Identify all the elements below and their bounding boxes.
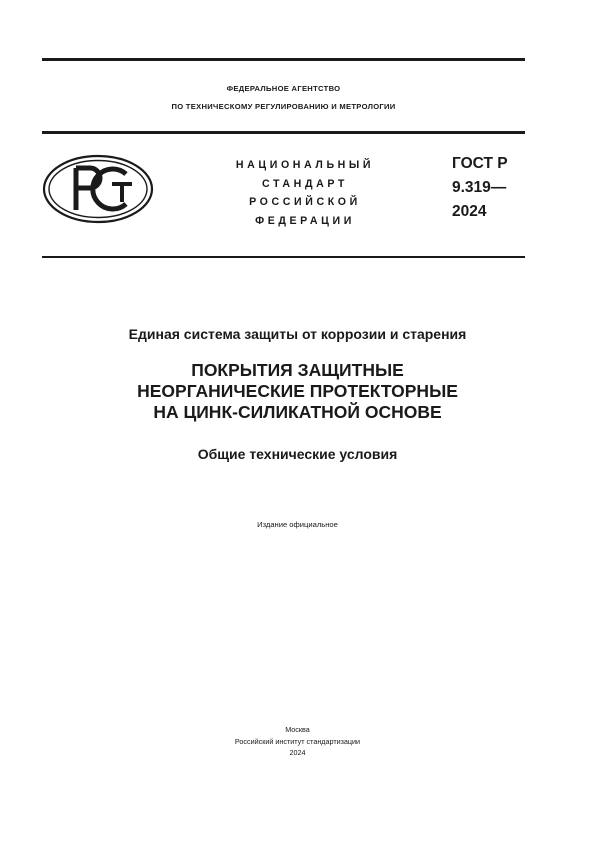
standard-line-3: РОССИЙСКОЙ: [249, 196, 361, 208]
publication-city: Москва: [285, 725, 310, 734]
publication-year: 2024: [289, 748, 306, 757]
gost-line-3: 2024: [452, 203, 487, 220]
title-line-2: НЕОРГАНИЧЕСКИЕ ПРОТЕКТОРНЫЕ: [137, 381, 458, 401]
gost-line-1: ГОСТ Р: [452, 155, 508, 172]
publisher-name: Российский институт стандартизации: [234, 736, 361, 746]
title-line-1: ПОКРЫТИЯ ЗАЩИТНЫЕ: [191, 360, 404, 380]
agency-name-line2: ПО ТЕХНИЧЕСКОМУ РЕГУЛИРОВАНИЮ И МЕТРОЛОГИИ: [171, 102, 396, 111]
standard-line-1: НАЦИОНАЛЬНЫЙ: [235, 159, 375, 171]
edition-note: Издание официальное: [257, 520, 338, 529]
header-rule: [42, 131, 525, 134]
banner-rule: [42, 256, 525, 258]
standard-line-2: СТАНДАРТ: [262, 177, 348, 190]
standard-line-4: ФЕДЕРАЦИИ: [255, 214, 355, 227]
system-title: Единая система защиты от коррозии и старения: [128, 326, 467, 342]
title-line-3: НА ЦИНК-СИЛИКАТНОЙ ОСНОВЕ: [153, 402, 442, 422]
agency-name-line1: ФЕДЕРАЛЬНОЕ АГЕНТСТВО: [226, 84, 341, 93]
top-rule: [42, 58, 525, 61]
national-standard-label: [225, 156, 385, 230]
publication-info: [0, 724, 595, 759]
rst-logo-icon: [42, 154, 154, 224]
gost-line-2: 9.319—: [452, 179, 507, 196]
gost-number: [452, 152, 508, 224]
document-subtitle: Общие технические условия: [197, 446, 398, 462]
document-title: [0, 360, 595, 423]
